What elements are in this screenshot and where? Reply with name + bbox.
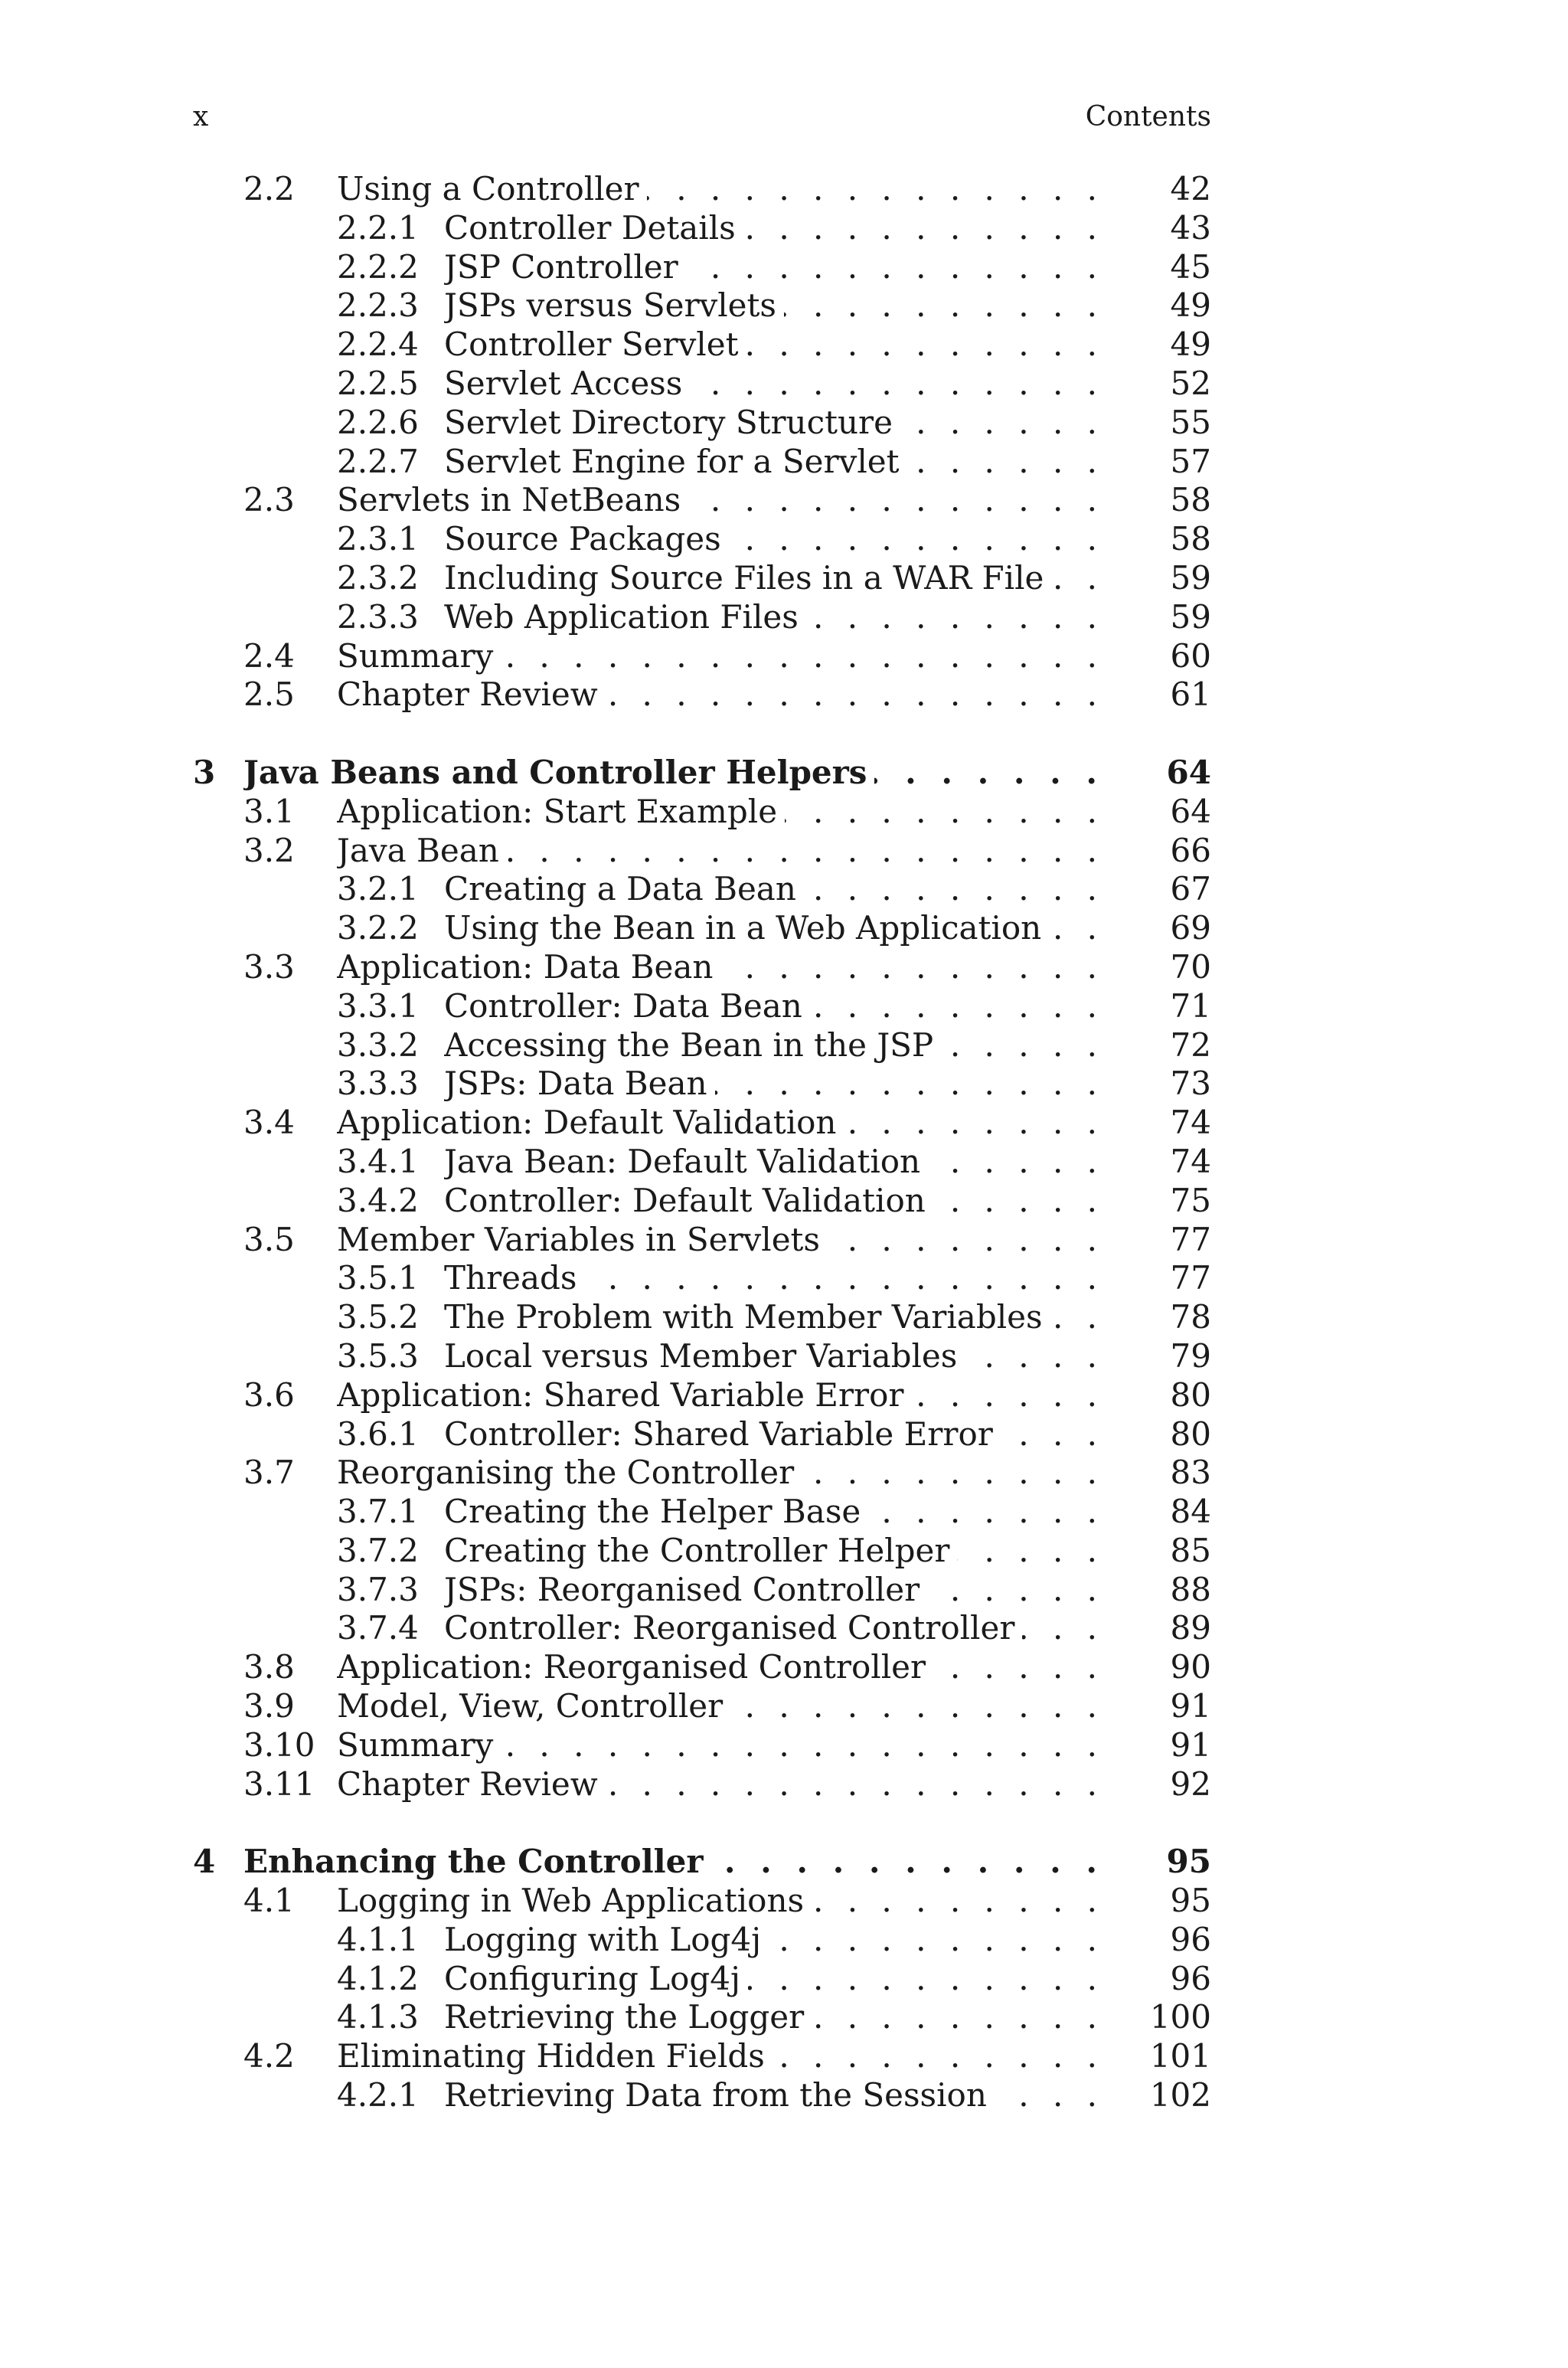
- toc-entry: [193, 1298, 1211, 1337]
- toc-entry-number: 3.5.3: [337, 1336, 419, 1375]
- toc-entry-page: 84: [1170, 1493, 1211, 1531]
- toc-entry-leader: [444, 1182, 1104, 1221]
- toc-entry: [193, 987, 1211, 1026]
- running-head: [193, 98, 1211, 136]
- toc-entry-page: 60: [1170, 636, 1211, 675]
- toc-entry-title: Retrieving Data from the Session: [444, 2076, 995, 2114]
- toc-entry-number: 3.5: [243, 1220, 295, 1258]
- toc-entry-number: 3.3.2: [337, 1025, 419, 1064]
- toc-entry-page: 74: [1170, 1142, 1211, 1180]
- toc-entry-page: 95: [1170, 1882, 1211, 1920]
- toc-entry-number: 4.1: [243, 1882, 295, 1920]
- toc-entry-page: 59: [1170, 558, 1211, 597]
- toc-entry-title: Member Variables in Servlets: [337, 1221, 828, 1258]
- toc-entry: [193, 1532, 1211, 1571]
- toc-entry-title: The Problem with Member Variables: [444, 1298, 1050, 1336]
- toc-entry-page: 83: [1170, 1454, 1211, 1492]
- toc-entry-number: 3.1: [243, 792, 295, 830]
- toc-entry-leader: [444, 1065, 1104, 1104]
- toc-entry-number: 2.4: [243, 636, 295, 675]
- toc-entry-title: Application: Default Validation: [337, 1104, 844, 1141]
- toc-entry: [193, 1376, 1211, 1415]
- toc-entry-page: 52: [1170, 364, 1211, 402]
- toc-entry-number: 3.2.2: [337, 909, 419, 947]
- toc-entry: [193, 1337, 1211, 1376]
- toc-entry-page: 61: [1170, 675, 1211, 714]
- toc-entry-title: Local versus Member Variables: [444, 1337, 965, 1375]
- toc-entry-page: 42: [1170, 170, 1211, 208]
- toc-entry-title: Application: Shared Variable Error: [337, 1376, 911, 1414]
- toc-entry-title: Controller: Reorganised Controller: [444, 1609, 1022, 1647]
- toc-entry-leader: [444, 365, 1104, 404]
- toc-entry-number: 3.3.3: [337, 1065, 419, 1103]
- toc-entry: [193, 2076, 1211, 2115]
- toc-entry-page: 80: [1170, 1375, 1211, 1414]
- running-head-title: Contents: [1085, 101, 1211, 132]
- toc-entry: [193, 1687, 1211, 1726]
- toc-entry-leader: [337, 948, 1104, 987]
- toc-entry-page: 101: [1149, 2037, 1211, 2075]
- toc-entry-number: 3.7.1: [337, 1493, 419, 1531]
- toc-entry-leader: [444, 1960, 1104, 1999]
- toc-entry: [193, 1182, 1211, 1221]
- toc-entry-title: Including Source Files in a WAR File: [444, 559, 1051, 597]
- toc-entry-leader: [337, 1765, 1104, 1804]
- toc-entry: [193, 1765, 1211, 1804]
- toc-entry-number: 3.5.2: [337, 1298, 419, 1336]
- toc-entry-title: Accessing the Bean in the JSP: [444, 1026, 941, 1064]
- toc-entry-number: 3.2.1: [337, 870, 419, 908]
- toc-entry: [193, 1026, 1211, 1065]
- toc-entry-number: 2.2.6: [337, 403, 419, 441]
- toc-entry-number: 3.6: [243, 1375, 295, 1414]
- toc-entry: [193, 1143, 1211, 1182]
- toc-entry-page: 64: [1166, 753, 1211, 791]
- toc-entry-leader: [444, 248, 1104, 287]
- toc-entry-page: 73: [1170, 1065, 1211, 1103]
- toc-entry-number: 2.2.2: [337, 247, 419, 286]
- toc-entry-title: JSPs versus Servlets: [444, 286, 784, 324]
- toc-entry-number: 2.2.5: [337, 364, 419, 402]
- toc-entry: [193, 286, 1211, 325]
- toc-entry-page: 45: [1170, 247, 1211, 286]
- toc-entry-number: 3.2: [243, 831, 295, 869]
- toc-entry-number: 2.2: [243, 170, 295, 208]
- toc-entry-number: 3.4: [243, 1104, 295, 1142]
- toc-entry-title: Servlet Directory Structure: [444, 404, 900, 441]
- toc-entry-title: Retrieving the Logger: [444, 1998, 812, 2036]
- toc-entry-leader: [444, 1415, 1104, 1454]
- toc-entry-title: Java Beans and Controller Helpers: [243, 754, 874, 791]
- toc-entry-page: 66: [1170, 831, 1211, 869]
- toc-entry-number: 2.3.3: [337, 597, 419, 636]
- toc-entry-title: Controller: Default Validation: [444, 1182, 933, 1219]
- toc-entry: [193, 1571, 1211, 1610]
- toc-entry-leader: [337, 2037, 1104, 2076]
- toc-entry: [193, 832, 1211, 871]
- toc-entry-title: Using the Bean in a Web Application: [444, 909, 1049, 947]
- toc-entry-title: Controller: Shared Variable Error: [444, 1415, 1001, 1453]
- toc-entry-page: 69: [1170, 909, 1211, 947]
- toc-entry-page: 96: [1170, 1959, 1211, 1997]
- toc-entry: [193, 637, 1211, 676]
- toc-entry-number: 2.3: [243, 481, 295, 519]
- toc-entry-number: 2.3.2: [337, 558, 419, 597]
- toc-entry: [193, 365, 1211, 404]
- toc-entry-leader: [444, 443, 1104, 482]
- toc-entry-title: Creating the Helper Base: [444, 1493, 868, 1530]
- toc-entry-page: 92: [1170, 1765, 1211, 1803]
- toc-entry-number: 3.10: [243, 1725, 315, 1764]
- toc-entry-leader: [444, 1143, 1104, 1182]
- toc-entry-page: 57: [1170, 442, 1211, 480]
- toc-entry-page: 77: [1170, 1220, 1211, 1258]
- toc-entry-page: 74: [1170, 1104, 1211, 1142]
- toc-entry-page: 71: [1170, 986, 1211, 1025]
- toc-entry: [193, 559, 1211, 598]
- toc-entry-page: 49: [1170, 286, 1211, 325]
- toc-entry-page: 91: [1170, 1725, 1211, 1764]
- toc-entry-leader: [444, 987, 1104, 1026]
- toc-entry: [193, 1065, 1211, 1104]
- toc-entry-title: Controller Servlet: [444, 325, 746, 363]
- toc-entry-page: 58: [1170, 481, 1211, 519]
- toc-entry-leader: [243, 754, 1104, 793]
- toc-entry: [193, 1454, 1211, 1493]
- toc-entry-leader: [337, 1376, 1104, 1415]
- toc-entry-leader: [337, 481, 1104, 520]
- toc-entry-leader: [337, 1648, 1104, 1687]
- toc-entry-leader: [444, 1998, 1104, 2037]
- toc-entry-title: Application: Data Bean: [337, 948, 720, 986]
- toc-entry-number: 2.2.7: [337, 442, 419, 480]
- toc-entry-page: 77: [1170, 1259, 1211, 1297]
- toc-entry-title: JSPs: Data Bean: [444, 1065, 715, 1102]
- toc-entry: [193, 793, 1211, 832]
- toc-entry: [193, 1921, 1211, 1960]
- toc-entry-page: 78: [1170, 1298, 1211, 1336]
- toc-entry-number: 3.3.1: [337, 986, 419, 1025]
- toc-entry-leader: [444, 598, 1104, 637]
- toc-entry: [193, 675, 1211, 715]
- toc-entry: [193, 1221, 1211, 1260]
- toc-entry-number: 4.2: [243, 2037, 295, 2075]
- toc-entry-page: 58: [1170, 520, 1211, 558]
- toc-entry-number: 3.3: [243, 947, 295, 986]
- toc-entry-leader: [337, 170, 1104, 209]
- toc-entry-leader: [337, 832, 1104, 871]
- toc-entry-leader: [444, 1337, 1104, 1376]
- toc-entry: [193, 481, 1211, 520]
- toc-entry-title: Summary: [337, 1726, 501, 1764]
- toc-entry-leader: [444, 1609, 1104, 1648]
- toc-entry-title: Java Bean: [337, 832, 507, 869]
- toc-entry-leader: [337, 637, 1104, 676]
- toc-entry-title: Enhancing the Controller: [243, 1843, 710, 1880]
- toc-entry-leader: [337, 1726, 1104, 1765]
- toc-entry-title: Configuring Log4j: [444, 1960, 748, 1997]
- toc-entry-leader: [337, 793, 1104, 832]
- toc-entry-leader: [444, 1921, 1104, 1960]
- toc-entry: [193, 1998, 1211, 2037]
- page-folio: x: [193, 101, 209, 132]
- toc-entry: [193, 1960, 1211, 1999]
- toc-entry-number: 3.7.2: [337, 1531, 419, 1569]
- toc-entry-title: Creating the Controller Helper: [444, 1532, 957, 1569]
- toc-entry: [193, 598, 1211, 637]
- toc-entry-title: Creating a Data Bean: [444, 870, 804, 908]
- toc-entry-page: 96: [1170, 1920, 1211, 1958]
- toc-entry-title: Controller Details: [444, 209, 743, 247]
- toc-entry-page: 67: [1170, 870, 1211, 908]
- toc-entry-leader: [444, 209, 1104, 248]
- toc-entry-number: 4.1.3: [337, 1998, 419, 2036]
- toc-entry: [193, 209, 1211, 248]
- toc-entry-page: 90: [1170, 1648, 1211, 1686]
- toc-entry-number: 3.4.1: [337, 1142, 419, 1180]
- toc-entry-page: 72: [1170, 1025, 1211, 1064]
- toc-entry-leader: [337, 675, 1104, 715]
- toc-entry-title: Chapter Review: [337, 675, 606, 713]
- toc-entry-title: Servlet Access: [444, 365, 690, 402]
- toc-entry-title: Logging with Log4j: [444, 1921, 769, 1958]
- toc-entry-leader: [444, 1298, 1104, 1337]
- toc-entry-page: 55: [1170, 403, 1211, 441]
- toc-entry-number: 4.2.1: [337, 2076, 419, 2115]
- toc-entry: [193, 443, 1211, 482]
- toc-entry-page: 79: [1170, 1336, 1211, 1375]
- toc-entry-number: 4: [193, 1843, 216, 1881]
- toc-entry: [193, 520, 1211, 559]
- toc-entry-number: 3.9: [243, 1687, 295, 1725]
- toc-entry-leader: [337, 1687, 1104, 1726]
- toc-entry-title: Using a Controller: [337, 170, 647, 208]
- toc-entry-page: 64: [1170, 792, 1211, 830]
- toc-entry-title: Chapter Review: [337, 1765, 606, 1803]
- toc-entry: [193, 1726, 1211, 1765]
- toc-entry-number: 3.7: [243, 1454, 295, 1492]
- toc-entry-number: 4.1.1: [337, 1920, 419, 1958]
- toc-entry: [193, 248, 1211, 287]
- toc-entry-leader: [444, 1532, 1104, 1571]
- toc-entry-leader: [444, 520, 1104, 559]
- toc-entry-page: 88: [1170, 1570, 1211, 1608]
- toc-entry-page: 91: [1170, 1687, 1211, 1725]
- toc-chapter-entry: [193, 1843, 1211, 1882]
- toc-entry: [193, 948, 1211, 987]
- toc-entry-number: 2.5: [243, 675, 295, 714]
- toc-entry-number: 2.3.1: [337, 520, 419, 558]
- toc-entry-page: 43: [1170, 208, 1211, 247]
- toc-entry-title: Servlets in NetBeans: [337, 481, 688, 518]
- toc-entry-leader: [337, 1221, 1104, 1260]
- toc-entry-number: 3.5.1: [337, 1259, 419, 1297]
- toc-entry-number: 2.2.1: [337, 208, 419, 247]
- toc-entry-title: Model, View, Controller: [337, 1687, 730, 1725]
- toc-entry: [193, 325, 1211, 365]
- toc-entry-page: 80: [1170, 1415, 1211, 1453]
- toc-entry-page: 59: [1170, 597, 1211, 636]
- toc-entry-page: 75: [1170, 1181, 1211, 1219]
- toc-entry-title: Application: Reorganised Controller: [337, 1648, 933, 1686]
- toc-entry-number: 3.7.3: [337, 1570, 419, 1608]
- toc-entry-leader: [444, 404, 1104, 443]
- toc-entry-page: 89: [1170, 1609, 1211, 1647]
- toc-chapter-entry: [193, 754, 1211, 793]
- toc-entry-number: 3.4.2: [337, 1181, 419, 1219]
- toc-entry-number: 2.2.4: [337, 325, 419, 364]
- toc-entry: [193, 1415, 1211, 1454]
- toc-entry-title: Eliminating Hidden Fields: [337, 2037, 773, 2075]
- toc-entry-leader: [444, 870, 1104, 909]
- toc-entry-leader: [444, 325, 1104, 365]
- toc-entry-page: 85: [1170, 1531, 1211, 1569]
- toc-entry-number: 3.11: [243, 1765, 315, 1803]
- toc-entry: [193, 1882, 1211, 1921]
- toc-entry-title: Controller: Data Bean: [444, 987, 810, 1025]
- toc-entry-title: Servlet Engine for a Servlet: [444, 443, 906, 480]
- toc-entry-page: 70: [1170, 947, 1211, 986]
- toc-entry-number: 3.8: [243, 1648, 295, 1686]
- toc-entry: [193, 170, 1211, 209]
- toc-entry-leader: [444, 559, 1104, 598]
- toc-entry-number: 3.7.4: [337, 1609, 419, 1647]
- toc-entry-title: Source Packages: [444, 520, 729, 558]
- toc-entry: [193, 870, 1211, 909]
- toc-entry-title: Java Bean: Default Validation: [444, 1143, 928, 1180]
- toc-entry-leader: [337, 1454, 1104, 1493]
- toc-entry-page: 49: [1170, 325, 1211, 364]
- toc-entry-number: 3.6.1: [337, 1415, 419, 1453]
- toc-entry-number: 4.1.2: [337, 1959, 419, 1997]
- toc-entry-leader: [444, 2076, 1104, 2115]
- toc-entry: [193, 2037, 1211, 2076]
- toc-entry: [193, 1104, 1211, 1143]
- toc-entry-leader: [444, 1026, 1104, 1065]
- toc-entry-title: Web Application Files: [444, 598, 806, 636]
- toc-entry-title: JSPs: Reorganised Controller: [444, 1571, 927, 1608]
- toc-entry-number: 3: [193, 753, 216, 791]
- toc-entry: [193, 1493, 1211, 1532]
- toc-entry-leader: [243, 1843, 1104, 1882]
- toc-entry-page: 95: [1166, 1843, 1211, 1881]
- toc-entry-leader: [337, 1882, 1104, 1921]
- toc-entry-title: Reorganising the Controller: [337, 1454, 802, 1491]
- toc-entry-title: Threads: [444, 1259, 584, 1297]
- toc-entry-title: Summary: [337, 637, 501, 675]
- toc-entry: [193, 1259, 1211, 1298]
- toc-entry-leader: [444, 1571, 1104, 1610]
- toc-entry-page: 102: [1149, 2076, 1211, 2115]
- toc-entry-number: 2.2.3: [337, 286, 419, 325]
- toc-entry-leader: [444, 1259, 1104, 1298]
- toc-entry: [193, 1648, 1211, 1687]
- toc-entry-leader: [444, 286, 1104, 325]
- toc-entry-title: Application: Start Example: [337, 793, 785, 830]
- toc-entry: [193, 909, 1211, 948]
- toc-entry-leader: [444, 1493, 1104, 1532]
- toc-entry: [193, 1609, 1211, 1648]
- toc-entry-leader: [337, 1104, 1104, 1143]
- toc-entry-title: JSP Controller: [444, 248, 686, 286]
- toc-entry-page: 100: [1149, 1998, 1211, 2036]
- toc-entry: [193, 404, 1211, 443]
- table-of-contents: [193, 170, 1211, 2115]
- toc-entry-leader: [444, 909, 1104, 948]
- toc-entry-title: Logging in Web Applications: [337, 1882, 812, 1919]
